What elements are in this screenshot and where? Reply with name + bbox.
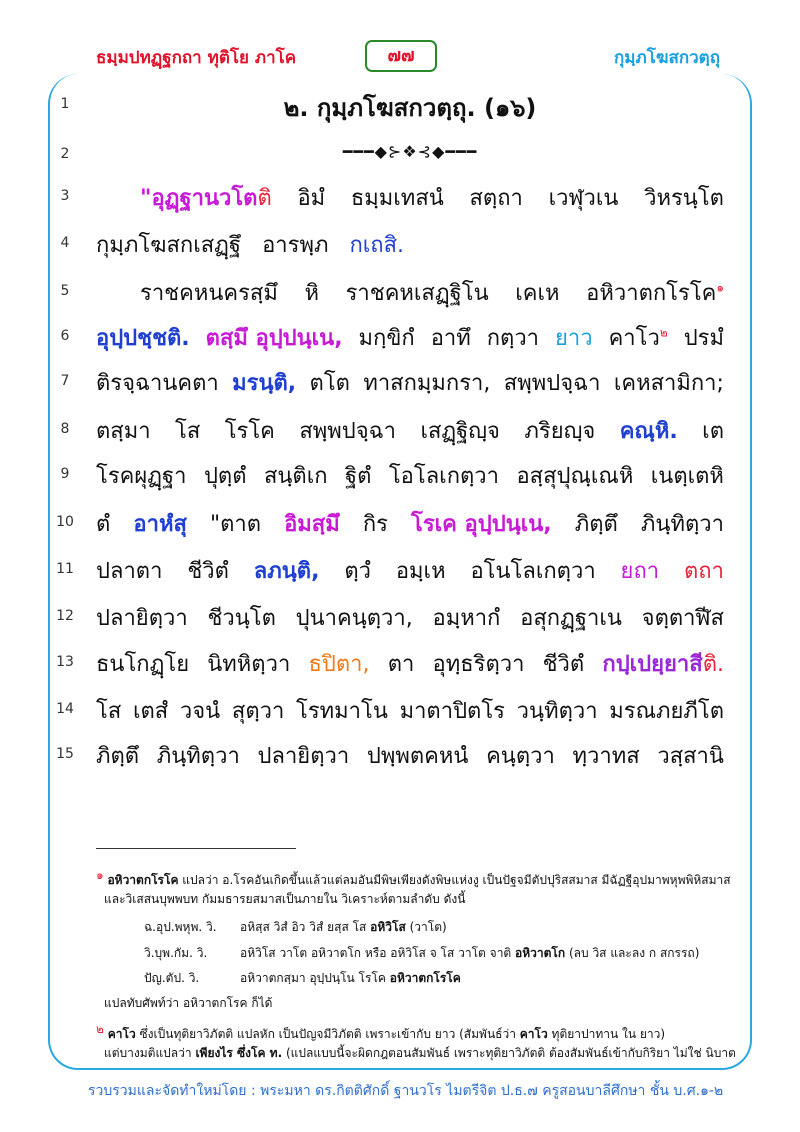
- word-highlight: โรเค อุปฺปนฺเน,: [411, 512, 552, 537]
- word: ภิตฺตึ: [574, 512, 618, 537]
- word: ภินฺทิตฺวา: [640, 512, 724, 537]
- word: อุทฺธริตฺวา: [432, 652, 525, 677]
- word: ภริยญฺจ: [524, 419, 596, 444]
- word: อารพฺภ: [262, 233, 329, 258]
- footnote-term: เพียงไร ซึ่งโค ท.: [195, 1046, 283, 1060]
- word: อาทึ: [430, 326, 471, 351]
- word-highlight: อาหํสุ: [133, 512, 187, 537]
- word-highlight-suffix: ติ.: [702, 652, 724, 677]
- text-line-8: [96, 413, 724, 448]
- footnote-term: คาโว: [519, 1027, 548, 1041]
- word-highlight: ตถา: [684, 559, 724, 584]
- footnote-text: ซึ่งเป็นทุติยาวิภัตติ แปลหัก เป็นปัญจมีวิภัตติ เพราะเข้ากับ ยาว (สัมพันธ์ว่า: [135, 1027, 520, 1041]
- word-highlight: มรนฺติ,: [232, 371, 297, 396]
- footnote-analysis-row: [144, 944, 784, 963]
- line-number: 11: [56, 561, 74, 577]
- word-highlight: ตสฺมึ อุปฺปนฺเน,: [205, 326, 343, 351]
- word: สตฺถา: [469, 186, 523, 211]
- word: ฐิตํ: [344, 464, 372, 489]
- analysis-label: ปัญ.ตัป. วิ.: [144, 971, 200, 985]
- word: อมฺเห: [395, 559, 446, 584]
- text-line-7: [96, 365, 724, 400]
- word: ชีวิตํ: [187, 559, 229, 584]
- word: เสฏฺฐิญฺจ: [420, 419, 500, 444]
- word: คาโว: [608, 326, 660, 351]
- analysis-result: อหิวิโส: [370, 920, 406, 934]
- word-highlight: กเถสิ.: [349, 233, 405, 258]
- word: มกฺขิกํ: [358, 326, 415, 351]
- word: สพฺพปจฺฉา: [503, 371, 601, 396]
- word-highlight: กปฺเปยฺยาสี: [602, 652, 703, 677]
- text-line-3: [96, 180, 724, 215]
- word: สพฺพปจฺฉา: [299, 419, 396, 444]
- text-line-4: [96, 227, 724, 262]
- word: ทฺวาทส: [572, 744, 640, 769]
- word: อโนโลเกตฺวา: [470, 559, 596, 584]
- footnote-2: [96, 1020, 736, 1044]
- word: กุมฺภโฆสกเสฏฺฐึ: [96, 233, 242, 258]
- word: ตสฺมา: [96, 419, 151, 444]
- line-number: 10: [56, 514, 74, 530]
- word: โอโลเกตฺวา: [388, 464, 500, 489]
- footnote-text: (แปลแบบนี้จะผิดกฎตอนสัมพันธ์ เพราะทุติยาวิภัตติ ต้องสัมพันธ์เข้ากับกิริยา ไม่ใช่ นิบาต: [282, 1046, 736, 1060]
- footnote-1: [96, 866, 736, 890]
- line-number: 13: [56, 654, 74, 670]
- line-number: 12: [56, 608, 74, 624]
- word: วนฺทิตฺวา: [516, 699, 598, 724]
- text-line-12: [96, 600, 724, 635]
- word: กิร: [362, 512, 388, 537]
- word-highlight-suffix: ติ: [257, 186, 272, 211]
- word: ปลาตา: [96, 559, 163, 584]
- word: ภินฺทิตฺวา: [156, 744, 240, 769]
- footnote-mark: ๑: [96, 868, 104, 882]
- word: จตฺตาฬีส: [641, 606, 724, 631]
- word: อสุกฏฺฐาเน: [520, 606, 622, 631]
- line-number: 9: [60, 466, 70, 482]
- word: ปลายิตฺวา: [257, 744, 350, 769]
- line-number: 8: [60, 421, 70, 437]
- word: เตสํ: [132, 699, 169, 724]
- word: อหิวาตกโรโค: [586, 281, 717, 306]
- line-number: 7: [60, 373, 70, 389]
- analysis-result: อหิวาตกโรโค: [389, 971, 461, 985]
- word-highlight: ธปิตา,: [308, 652, 370, 677]
- word: นิทหิตฺวา: [207, 652, 291, 677]
- word: โรคผุฏฺฐา: [96, 464, 187, 489]
- word: เนตฺเตหิ: [650, 464, 724, 489]
- footnote-marker[interactable]: ๑: [716, 280, 724, 295]
- word: ธมฺมเทสนํ: [350, 186, 444, 211]
- text-line-6: [96, 320, 724, 355]
- word: มาตาปิตโร: [399, 699, 505, 724]
- footnote-term: อหิวาตกโรโค: [107, 873, 179, 887]
- word: เคเห: [515, 281, 560, 306]
- word: โส: [96, 699, 122, 724]
- word-highlight: "อุฏฺฐานวโต: [140, 186, 258, 211]
- analysis-note: (วาโต): [405, 920, 447, 934]
- analysis-text: อหิวิโส วาโต อหิวาตโก หรือ อหิวิโส จ โส วาโต จาติ: [240, 946, 516, 960]
- text-line-15: [96, 738, 724, 773]
- line-number: 1: [60, 96, 70, 112]
- footnote-1-end: แปลทับศัพท์ว่า อหิวาตกโรค ก็ได้: [104, 996, 273, 1010]
- analysis-note: (ลบ วิส และลง ก สกรรถ): [565, 946, 700, 960]
- word: ตํ: [96, 512, 111, 537]
- text-line-5: [96, 275, 724, 310]
- line-number: 3: [60, 188, 70, 204]
- line-number: 15: [56, 746, 74, 762]
- word: ตา: [387, 652, 415, 677]
- word: [140, 180, 272, 215]
- word: สุตฺวา: [231, 699, 285, 724]
- word: ตโต: [309, 371, 350, 396]
- text-line-13: [96, 646, 724, 681]
- header-chapter-title: กุมฺภโฆสกวตฺถุ: [613, 48, 720, 68]
- analysis-text: อหิวาตกสฺมา อุปฺปนฺโน โรโค: [240, 971, 390, 985]
- line-number: 2: [60, 146, 70, 162]
- word: วิหรนฺโต: [644, 186, 724, 211]
- word: โรทมาโน: [296, 699, 388, 724]
- story-title: ๒. กุมฺภโฆสกวตฺถุ. (๑๖): [283, 94, 537, 122]
- line-number: 14: [56, 701, 74, 717]
- text-line-9: [96, 458, 724, 493]
- header-book-title: ธมฺมปทฏฺฐกถา ทุติโย ภาโค: [96, 48, 297, 68]
- word: มรณภยภีโต: [609, 699, 724, 724]
- text-line-14: [96, 693, 724, 728]
- word: ตฺวํ: [344, 559, 371, 584]
- footnote-separator: [96, 848, 296, 849]
- footnote-term: คาโว: [107, 1027, 136, 1041]
- footnote-2-cont: [104, 1044, 744, 1063]
- footnote-mark: ๒: [96, 1022, 104, 1036]
- word: สนฺติเก: [263, 464, 328, 489]
- word-highlight: ลภนฺติ,: [253, 559, 320, 584]
- word: ติรจฺฉานคตา: [96, 371, 219, 396]
- word: อิมํ: [297, 186, 326, 211]
- text-line-11: [96, 553, 724, 588]
- page-number: ๗๗: [365, 40, 437, 72]
- line-number: 5: [60, 283, 70, 299]
- word: ทาสกมฺมกรา,: [363, 371, 491, 396]
- footnote-analysis-row: [144, 918, 784, 937]
- word: โส: [175, 419, 201, 444]
- footnote-text: แต่บางมติแปลว่า: [104, 1046, 196, 1060]
- word: ธนโกฏฺโย: [96, 652, 190, 677]
- footnote-analysis-row: [144, 969, 784, 988]
- word: ชีวนฺโต: [207, 606, 276, 631]
- text-line-10: [96, 506, 724, 541]
- word: ชีวิตํ: [542, 652, 585, 677]
- word: ราชคหนครสฺมึ: [140, 281, 278, 306]
- line-number: 6: [60, 328, 70, 344]
- footnote-marker[interactable]: ๒: [659, 325, 668, 340]
- word: ราชคหเสฏฺฐิโน: [345, 281, 489, 306]
- word: ปุนาคนฺตฺวา,: [295, 606, 413, 631]
- analysis-text: อหิสฺส วิสํ อิว วิสํ ยสฺส โส: [240, 920, 371, 934]
- word: เต: [702, 419, 724, 444]
- word: อมฺหากํ: [432, 606, 501, 631]
- word: อสฺสุปุณฺเณหิ: [516, 464, 634, 489]
- word-highlight: ยถา: [620, 559, 660, 584]
- line-number: 4: [60, 235, 70, 251]
- word: ปลายิตฺวา: [96, 606, 188, 631]
- word: เวฬุวเน: [548, 186, 619, 211]
- word: วจนํ: [179, 699, 221, 724]
- word-highlight: ยาว: [555, 326, 593, 351]
- word: โรโค: [224, 419, 275, 444]
- word-highlight: อิมสฺมึ: [284, 512, 340, 537]
- word: ภิตฺตึ: [96, 744, 140, 769]
- word: ปรมํ: [683, 326, 724, 351]
- ornament-divider: ━━━◆⊱❖⊰◆━━━: [342, 142, 478, 161]
- footer-credit: รวบรวมและจัดทำใหม่โดย : พระมหา ดร.กิตติศักดิ์ ฐานวโร ไมตรีจิต ป.ธ.๗ ครูสอนบาลีศึกษา ชั้น บ.ศ.๑-๒: [88, 1083, 724, 1099]
- word-highlight: คณฺหิ.: [619, 419, 678, 444]
- footnote-1-cont: และวิเสสนบุพพบท กัมมธารยสมาสเป็นภายใน วิเคราะห์ตามลำดับ ดังนี้: [104, 892, 466, 906]
- word: กตฺวา: [486, 326, 540, 351]
- analysis-result: อหิวาตโก: [515, 946, 566, 960]
- word: เคหสามิกา;: [613, 371, 724, 396]
- word: วสฺสานิ: [657, 744, 724, 769]
- footnote-text: ทุติยาปาทาน ใน ยาว): [547, 1027, 666, 1041]
- word: "ตาต: [209, 512, 261, 537]
- analysis-label: ฉ.อุป.พหุพ. วิ.: [144, 920, 217, 934]
- analysis-label: วิ.บุพ.กัม. วิ.: [144, 946, 208, 960]
- word: คนฺตฺวา: [486, 744, 555, 769]
- word-highlight: อุปฺปชฺชติ.: [96, 326, 190, 351]
- word: ปพฺพตคหนํ: [366, 744, 469, 769]
- word: หิ: [304, 281, 319, 306]
- footnote-text: แปลว่า อ.โรคอันเกิดขึ้นแล้วแต่ลมอันมีพิษเพียงดังพิษแห่งงู เป็นปัฐจมีตัปปุริสสมาส มีฉัฏฐีอุปมาพหุพพิหิสมาส: [178, 873, 731, 887]
- word: ปุตฺตํ: [203, 464, 247, 489]
